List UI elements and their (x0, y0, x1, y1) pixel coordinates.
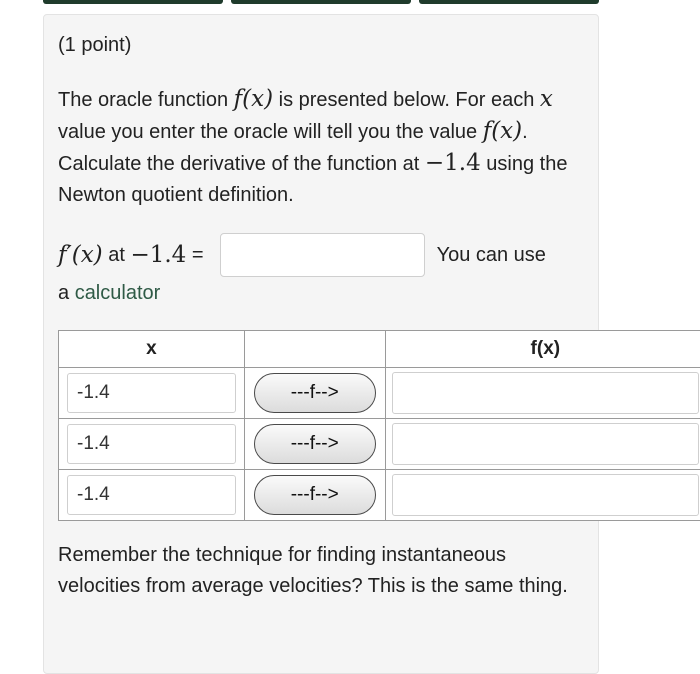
fx-output[interactable] (392, 372, 699, 414)
table-row (59, 368, 700, 419)
problem-text: . Calculate the derivative of the function at (58, 121, 528, 175)
equals-text: = (186, 244, 203, 267)
fx-output[interactable] (392, 474, 699, 516)
answer-row (58, 232, 598, 278)
top-tab[interactable] (419, 0, 599, 4)
fx-cell (385, 470, 700, 521)
answer-input[interactable] (220, 233, 425, 277)
x-cell (59, 470, 245, 521)
header-fx: f(x) (385, 331, 700, 368)
oracle-table (58, 330, 700, 521)
math-point: −1.4 (425, 150, 481, 176)
fx-output[interactable] (392, 423, 699, 465)
calculator-line (58, 282, 160, 305)
header-x: x (59, 331, 245, 368)
x-cell (59, 419, 245, 470)
fx-cell (385, 419, 700, 470)
hint-text: Remember the technique for finding instantaneous velocities from average velocities? This is the same thing. (58, 540, 578, 602)
x-input[interactable]: -1.4 (67, 373, 236, 413)
problem-statement (58, 84, 588, 211)
you-can-use-text: You can use (437, 244, 546, 267)
derivative-label: f′(x) (58, 242, 103, 268)
top-tab[interactable] (231, 0, 411, 4)
problem-text: value you enter the oracle will tell you the value (58, 121, 483, 143)
table-row (59, 419, 700, 470)
button-cell (244, 419, 385, 470)
top-tab[interactable] (43, 0, 223, 4)
x-input[interactable]: -1.4 (67, 424, 236, 464)
x-input[interactable]: -1.4 (67, 475, 236, 515)
points-label: (1 point) (58, 34, 131, 57)
problem-text: The oracle function (58, 89, 234, 111)
math-fx: f(x) (234, 86, 273, 112)
oracle-button[interactable]: ---f--> (254, 424, 376, 464)
math-fx: f(x) (483, 118, 522, 144)
oracle-button[interactable]: ---f--> (254, 475, 376, 515)
calculator-prefix: a (58, 282, 75, 304)
table-row (59, 470, 700, 521)
top-tab-strip (43, 0, 599, 4)
x-cell (59, 368, 245, 419)
calculator-link[interactable]: calculator (75, 282, 161, 304)
button-cell (244, 368, 385, 419)
button-cell (244, 470, 385, 521)
header-button (244, 331, 385, 368)
problem-text: is presented below. For each (273, 89, 540, 111)
at-text: at (103, 244, 131, 267)
problem-text: using the Newton quotient definition. (58, 153, 567, 206)
table-header-row (59, 331, 700, 368)
oracle-button[interactable]: ---f--> (254, 373, 376, 413)
fx-cell (385, 368, 700, 419)
math-x: x (540, 86, 553, 112)
point-label: −1.4 (130, 242, 186, 268)
